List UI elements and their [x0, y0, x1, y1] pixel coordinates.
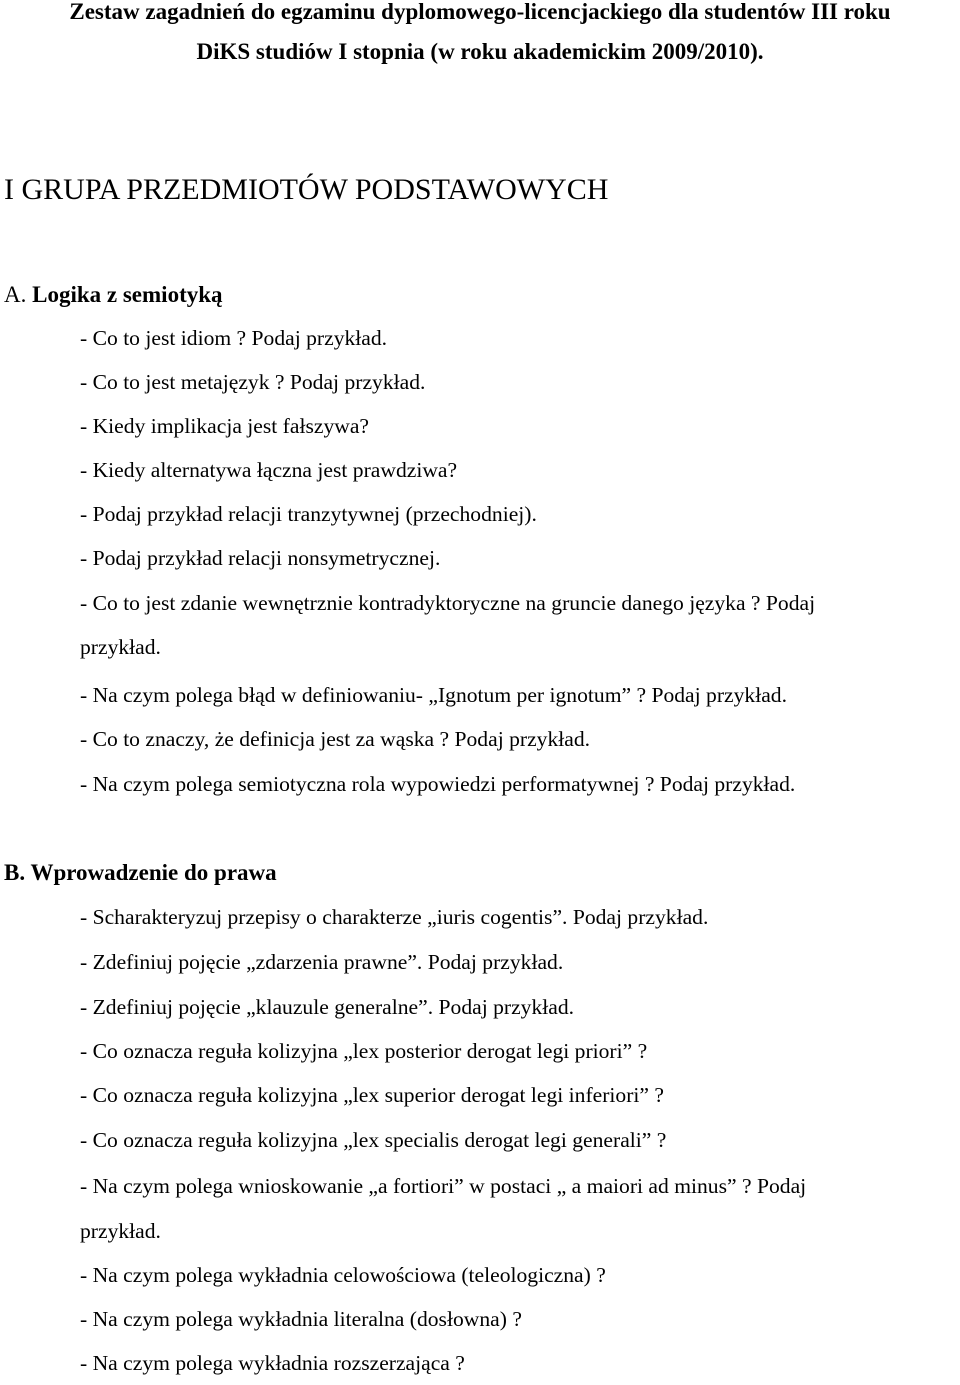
section-letter-a: A.: [4, 282, 27, 307]
list-item: - Co oznacza reguła kolizyjna „lex specialis derogat legi generali” ?: [80, 1128, 667, 1152]
list-item: - Co to jest metajęzyk ? Podaj przykład.: [80, 370, 426, 394]
list-item: - Na czym polega semiotyczna rola wypowiedzi performatywnej ? Podaj przykład.: [80, 772, 796, 796]
list-item: - Co oznacza reguła kolizyjna „lex superior derogat legi inferiori” ?: [80, 1083, 664, 1107]
list-item: - Kiedy alternatywa łączna jest prawdziwa?: [80, 458, 458, 482]
list-item: - Zdefiniuj pojęcie „klauzule generalne”. Podaj przykład.: [80, 995, 575, 1019]
list-item: - Na czym polega wykładnia literalna (dosłowna) ?: [80, 1307, 522, 1331]
list-item: - Na czym polega wykładnia celowościowa (teleologiczna) ?: [80, 1263, 606, 1287]
list-item: - Na czym polega wykładnia rozszerzająca ?: [80, 1351, 465, 1375]
document-title-line-2: DiKS studiów I stopnia (w roku akademickim 2009/2010).: [196, 39, 764, 64]
section-heading-b: [4, 858, 277, 888]
list-item: - Zdefiniuj pojęcie „zdarzenia prawne”. Podaj przykład.: [80, 950, 564, 974]
section-heading-a: [4, 280, 223, 310]
list-item: - Scharakteryzuj przepisy o charakterze „iuris cogentis”. Podaj przykład.: [80, 905, 709, 929]
list-item: - Na czym polega wnioskowanie „a fortiori” w postaci „ a maiori ad minus” ? Podaj: [80, 1174, 807, 1198]
section-title-a: Logika z semiotyką: [32, 282, 223, 307]
list-item: - Co to znaczy, że definicja jest za wąska ? Podaj przykład.: [80, 727, 591, 751]
list-item: - Co to jest zdanie wewnętrznie kontradyktoryczne na gruncie danego języka ? Podaj: [80, 591, 816, 615]
list-item: - Co to jest idiom ? Podaj przykład.: [80, 326, 388, 350]
list-item: - Podaj przykład relacji nonsymetrycznej.: [80, 546, 441, 570]
list-item: - Na czym polega błąd w definiowaniu- „Ignotum per ignotum” ? Podaj przykład.: [80, 683, 787, 707]
list-item: - Kiedy implikacja jest fałszywa?: [80, 414, 370, 438]
document-title: [0, 0, 960, 72]
list-item-continuation: przykład.: [80, 1219, 161, 1243]
list-item: - Podaj przykład relacji tranzytywnej (przechodniej).: [80, 502, 537, 526]
section-letter-b: B.: [4, 860, 26, 885]
document-title-line-1: Zestaw zagadnień do egzaminu dyplomowego-licencjackiego dla studentów III roku: [69, 0, 891, 24]
section-title-b: Wprowadzenie do prawa: [30, 860, 277, 885]
group-heading: I GRUPA PRZEDMIOTÓW PODSTAWOWYCH: [4, 173, 609, 206]
list-item: - Co oznacza reguła kolizyjna „lex posterior derogat legi priori” ?: [80, 1039, 648, 1063]
list-item-continuation: przykład.: [80, 635, 161, 659]
